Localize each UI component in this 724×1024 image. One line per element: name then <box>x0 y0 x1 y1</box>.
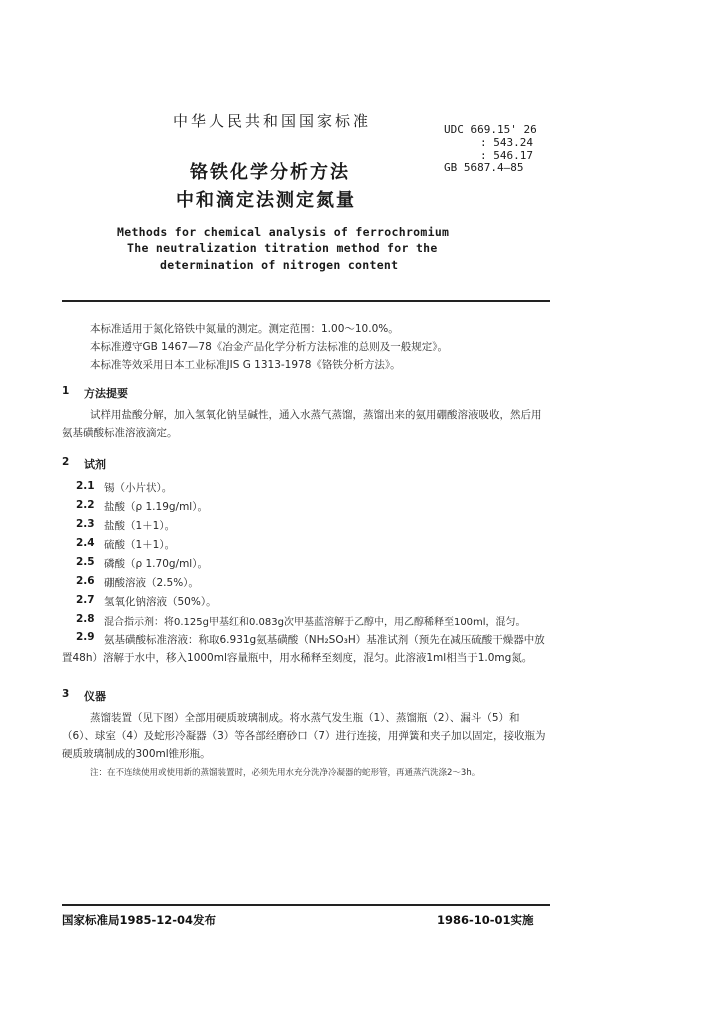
title-en-line-1: Methods for chemical analysis of ferrochromium <box>117 225 450 239</box>
reagent-number: 2.5 <box>76 556 95 568</box>
udc-line-1: UDC 669.15' 26 <box>444 123 537 136</box>
reagent-number: 2.3 <box>76 518 95 530</box>
udc-line-2: : 543.24 <box>480 136 533 149</box>
reagent-item: 盐酸（ρ 1.19g/ml）。 <box>104 501 208 513</box>
section-3-number: 3 <box>62 688 70 700</box>
bottom-divider <box>62 904 550 906</box>
gb-number: GB 5687.4—85 <box>444 161 524 174</box>
reagent-item: 盐酸（1＋1）。 <box>104 520 176 532</box>
reagent-item: 氢氧化钠溶液（50%）。 <box>104 596 217 608</box>
reagent-number: 2.4 <box>76 537 95 549</box>
reagent-number: 2.6 <box>76 575 95 587</box>
reagent-number: 2.2 <box>76 499 95 511</box>
intro-general-rules: 本标准遵守GB 1467—78《冶金产品化学分析方法标准的总则及一般规定》。 <box>90 341 449 353</box>
intro-equivalent-standard: 本标准等效采用日本工业标准JIS G 1313-1978《铬铁分析方法》。 <box>90 359 401 371</box>
section-3-note: 注：在不连续使用或使用新的蒸馏装置时，必须先用水充分洗净冷凝器的蛇形管，再通蒸汽洗涤2～3h。 <box>90 768 481 778</box>
section-1-text: 试样用盐酸分解，加入氢氧化钠呈碱性，通入水蒸气蒸馏，蒸馏出来的氨用硼酸溶液吸收，然后用氨基磺酸标准溶液滴定。 <box>62 409 542 439</box>
title-en-line-2: The neutralization titration method for the <box>127 241 438 255</box>
effective-date: 1986-10-01实施 <box>437 913 534 927</box>
section-3-text: 蒸馏装置（见下图）全部用硬质玻璃制成。将水蒸气发生瓶（1）、蒸馏瓶（2）、漏斗（5）和（6）、球室（4）及蛇形冷凝器（3）等各部经磨砂口（7）进行连接，用弹簧和夹子加以固定，接收瓶为硬质玻璃制成的300ml锥形瓶。 <box>62 712 546 760</box>
udc-line-3: : 546.17 <box>480 149 533 162</box>
reagent-number: 2.8 <box>76 613 95 625</box>
issue-date: 国家标准局1985-12-04发布 <box>62 913 217 927</box>
section-1-number: 1 <box>62 385 70 397</box>
top-divider <box>62 300 550 302</box>
reagent-number: 2.9 <box>76 631 95 643</box>
reagent-item-2-9: 氨基磺酸标准溶液：称取6.931g氨基磺酸（NH₂SO₃H）基准试剂（预先在减压硫酸干燥器中放置48h）溶解于水中，移入1000ml容量瓶中，用水稀释至刻度，混匀。此溶液1ml相当于1.0mg氮。 <box>62 634 545 664</box>
title-en-line-3: determination of nitrogen content <box>160 258 399 272</box>
reagent-item: 混合指示剂：将0.125g甲基红和0.083g次甲基蓝溶解于乙醇中，用乙醇稀释至100ml，混匀。 <box>104 617 526 628</box>
reagent-item: 磷酸（ρ 1.70g/ml）。 <box>104 558 208 570</box>
reagent-number: 2.1 <box>76 480 95 492</box>
reagent-number: 2.7 <box>76 594 95 606</box>
section-1-title: 方法提要 <box>84 387 128 400</box>
section-3-title: 仪器 <box>84 690 106 703</box>
reagent-item: 硫酸（1＋1）。 <box>104 539 176 551</box>
issuer-heading: 中华人民共和国国家标准 <box>173 112 372 130</box>
title-cn-line-2: 中和滴定法测定氮量 <box>176 190 356 211</box>
title-cn-line-1: 铬铁化学分析方法 <box>190 162 350 183</box>
section-2-title: 试剂 <box>84 458 106 471</box>
reagent-item: 锡（小片状）。 <box>104 482 173 494</box>
reagent-item: 硼酸溶液（2.5%）。 <box>104 577 199 589</box>
intro-scope: 本标准适用于氮化铬铁中氮量的测定。测定范围：1.00～10.0%。 <box>90 323 399 335</box>
section-2-number: 2 <box>62 456 70 468</box>
